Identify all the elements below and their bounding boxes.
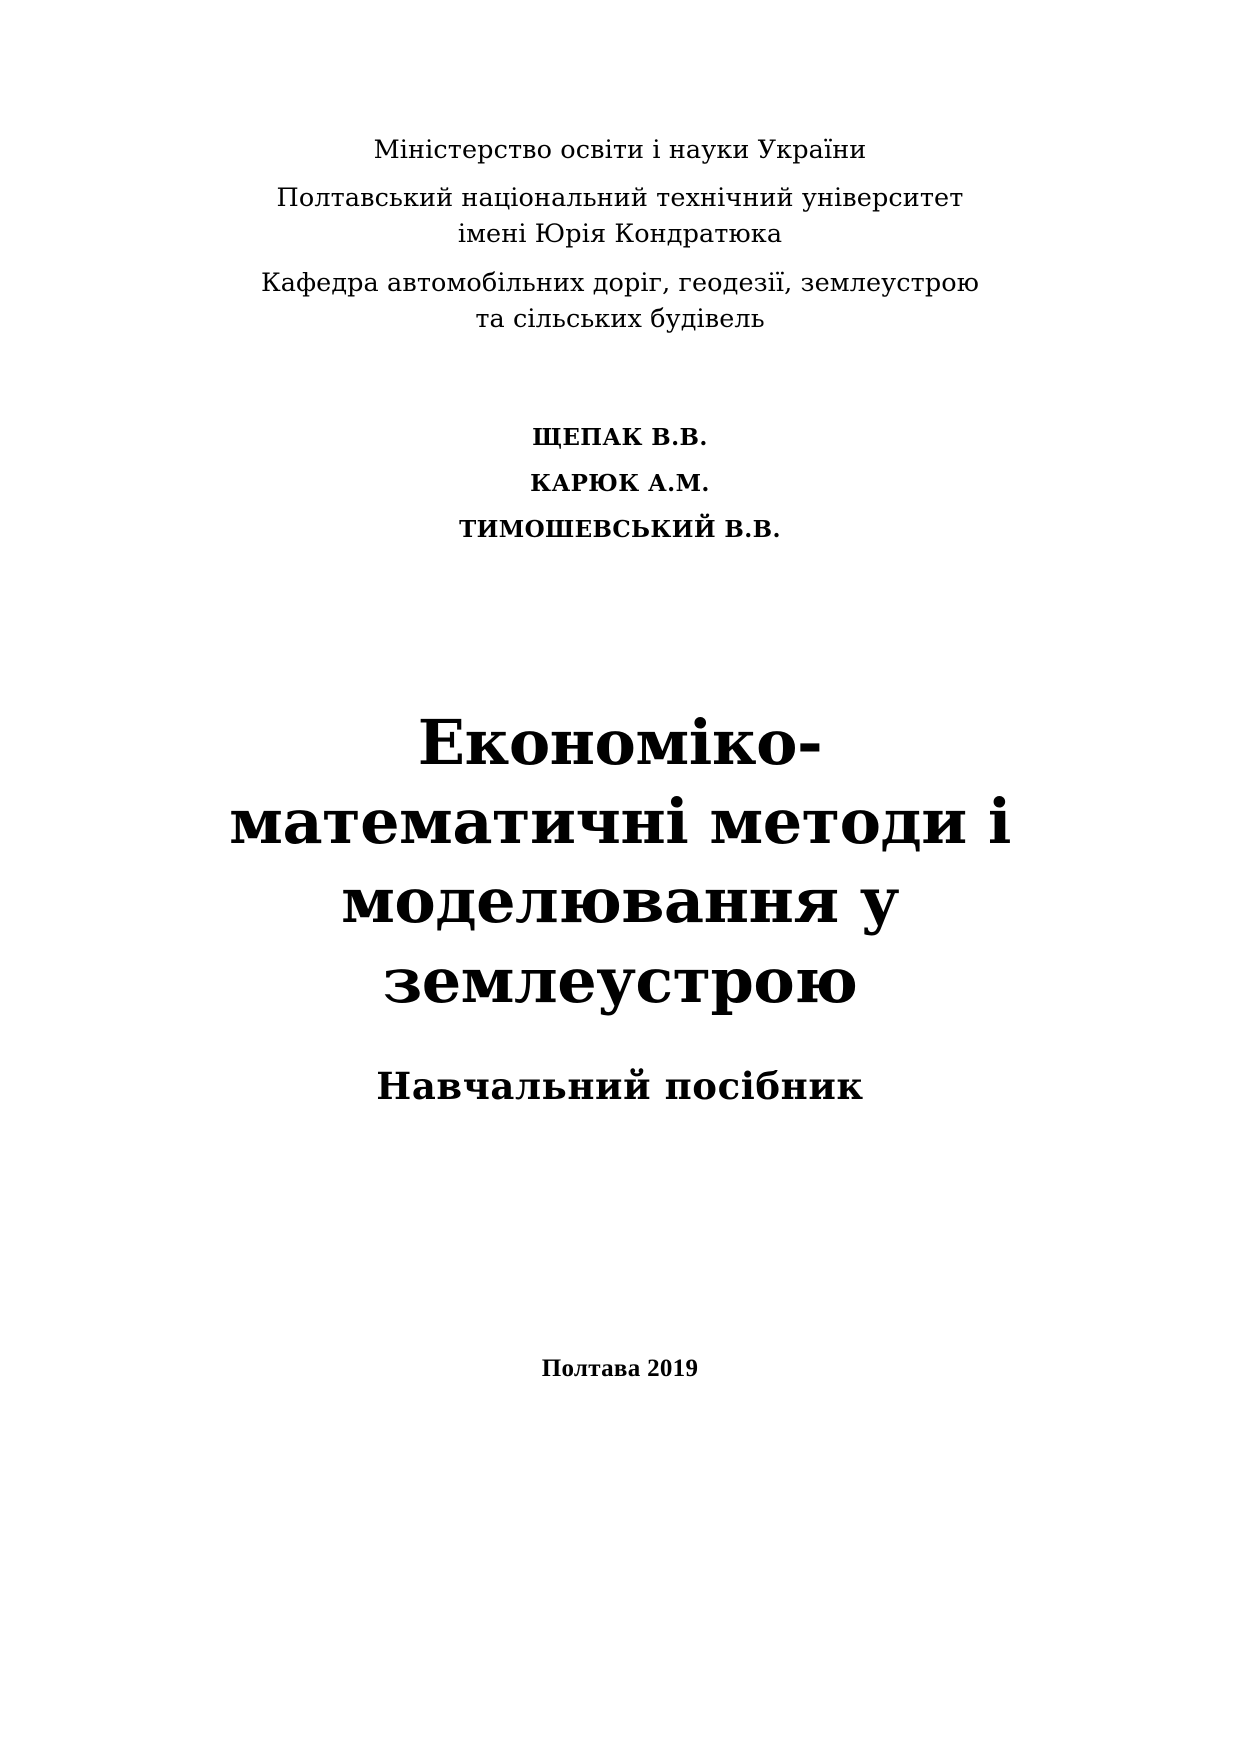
department-name-line-2: та сільських будівель	[475, 303, 765, 334]
page-subtitle: Навчальний посібник	[376, 1063, 864, 1108]
university-name-line-2: імені Юрія Кондратюка	[457, 219, 783, 250]
department-name	[170, 265, 1070, 337]
page-title-line-3: моделювання у	[341, 864, 899, 938]
ministry-name: Міністерство освіти і науки України	[373, 135, 867, 165]
page-title-line-2: математичні методи і	[229, 784, 1011, 858]
page-title-line-4: землеустрою	[382, 943, 858, 1017]
institution-block	[170, 132, 1070, 337]
university-name	[170, 180, 1070, 252]
title-block	[180, 661, 1060, 1108]
author-3: ТИМОШЕВСЬКИЙ В.В.	[459, 516, 781, 544]
imprint: Полтава 2019	[541, 1355, 699, 1382]
page-title	[180, 703, 1060, 1020]
authors-block	[240, 415, 1000, 553]
department-name-line-1: Кафедра автомобільних доріг, геодезії, землеустрою	[260, 267, 980, 298]
university-name-line-1: Полтавський національний технічний університет	[276, 183, 964, 214]
author-1: ЩЕПАК В.В.	[532, 424, 708, 452]
author-2: КАРЮК А.М.	[530, 470, 710, 498]
page-title-line-1: Економіко-	[417, 705, 823, 779]
